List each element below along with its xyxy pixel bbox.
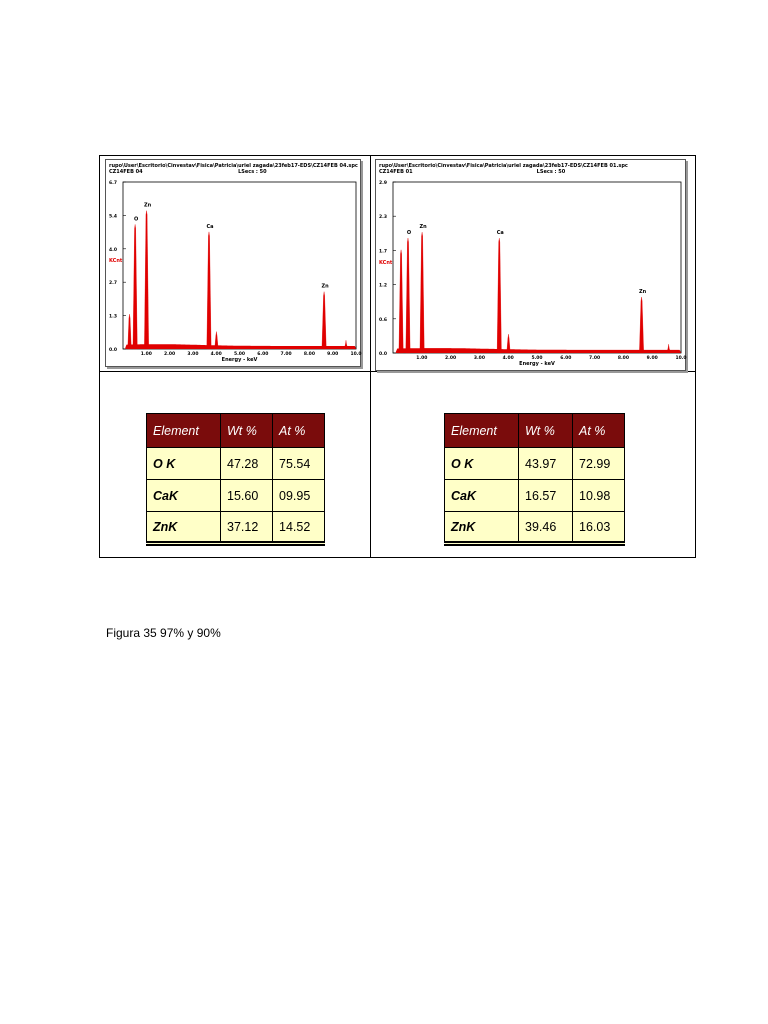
x-tick-label: 4.00 bbox=[210, 352, 222, 357]
plot-area bbox=[123, 182, 356, 349]
spectrum-file-path: rupo\User\Escritorio\Cinvestav\Fisica\Patricia\uriel zagada\23feb17-EDS\CZ14FEB 01.spc bbox=[379, 163, 628, 169]
x-axis-label: Energy - keV bbox=[221, 357, 258, 363]
y-tick-label: 5.4 bbox=[109, 214, 117, 220]
cell-element: ZnK bbox=[445, 512, 519, 544]
table-header-row bbox=[445, 414, 625, 448]
x-tick-label: 10.0 bbox=[675, 356, 687, 361]
cell-element: O K bbox=[445, 448, 519, 480]
composition-table-2 bbox=[444, 413, 625, 546]
x-tick-label: 2.00 bbox=[445, 356, 457, 361]
cell-wt: 47.28 bbox=[221, 448, 273, 480]
x-tick-label: 7.00 bbox=[280, 352, 292, 357]
cell-wt: 37.12 bbox=[221, 512, 273, 544]
cell-wt: 15.60 bbox=[221, 480, 273, 512]
y-tick-label: 0.0 bbox=[379, 352, 387, 357]
peak-label: O bbox=[406, 230, 412, 237]
y-tick-label: 6.7 bbox=[109, 181, 117, 186]
eds-spectrum-chart-2 bbox=[375, 159, 686, 371]
x-tick-label: 8.00 bbox=[617, 356, 629, 361]
y-axis-label: KCnt bbox=[109, 258, 123, 265]
x-tick-label: 4.00 bbox=[502, 356, 514, 361]
header-element: Element bbox=[445, 414, 519, 448]
y-tick-label: 2.9 bbox=[379, 181, 387, 186]
spectrum-peak bbox=[144, 211, 148, 349]
cell-element: CaK bbox=[147, 480, 221, 512]
header-at: At % bbox=[273, 414, 325, 448]
spectrum-svg bbox=[106, 160, 360, 366]
peak-label: Ca bbox=[496, 230, 504, 237]
x-tick-label: 9.00 bbox=[646, 356, 658, 361]
x-tick-label: 7.00 bbox=[589, 356, 601, 361]
spectrum-peak bbox=[207, 232, 211, 349]
cell-at: 14.52 bbox=[273, 512, 325, 544]
peak-label: Zn bbox=[419, 224, 427, 231]
y-tick-label: 1.3 bbox=[109, 314, 117, 320]
cell-wt: 39.46 bbox=[519, 512, 573, 544]
x-tick-label: 8.00 bbox=[303, 352, 315, 357]
table-row bbox=[445, 448, 625, 480]
peak-label: O bbox=[133, 216, 139, 223]
y-tick-label: 4.0 bbox=[109, 247, 117, 253]
spectrum-peak bbox=[667, 344, 671, 353]
header-at: At % bbox=[573, 414, 625, 448]
eds-spectrum-chart-1 bbox=[105, 159, 361, 367]
x-axis-label: Energy - keV bbox=[519, 361, 555, 367]
y-tick-label: 2.7 bbox=[109, 281, 117, 287]
cell-element: CaK bbox=[445, 480, 519, 512]
peak-label: Zn bbox=[321, 283, 329, 290]
spectrum-peak bbox=[639, 297, 643, 353]
cell-at: 09.95 bbox=[273, 480, 325, 512]
spectrum-peak bbox=[420, 232, 424, 353]
x-tick-label: 2.00 bbox=[164, 352, 176, 357]
y-axis-label: KCnt bbox=[379, 260, 393, 267]
peak-label: Zn bbox=[638, 288, 647, 295]
figure-caption: Figura 35 97% y 90% bbox=[106, 626, 221, 640]
spectrum-background bbox=[396, 348, 681, 353]
x-tick-label: 1.00 bbox=[416, 356, 428, 361]
x-tick-label: 6.00 bbox=[257, 352, 269, 357]
table-row bbox=[147, 512, 325, 544]
spectrum-file-path: rupo\User\Escritorio\Cinvestav\Fisica\Patricia\uriel zagada\23feb17-EDS\CZ14FEB 04.spc bbox=[109, 163, 358, 169]
x-tick-label: 5.00 bbox=[233, 352, 246, 357]
peak-label: Zn bbox=[143, 202, 152, 209]
table-row bbox=[445, 512, 625, 544]
spectrum-lsecs: LSecs : 50 bbox=[238, 169, 267, 175]
x-tick-label: 10.0 bbox=[350, 352, 362, 357]
spectrum-sample-name: CZ14FEB 01 bbox=[379, 169, 413, 175]
cell-at: 10.98 bbox=[573, 480, 625, 512]
y-tick-label: 0.6 bbox=[379, 317, 387, 323]
spectrum-peak bbox=[497, 238, 501, 353]
spectrum-sample-name: CZ14FEB 04 bbox=[109, 169, 143, 175]
x-tick-label: 3.00 bbox=[187, 352, 199, 357]
spectrum-svg bbox=[376, 160, 685, 370]
x-tick-label: 5.00 bbox=[531, 356, 543, 361]
spectrum-peak bbox=[507, 334, 511, 353]
spectrum-peak bbox=[406, 238, 410, 353]
spectrum-peak bbox=[399, 250, 403, 353]
plot-area bbox=[393, 182, 681, 353]
spectrum-lsecs: LSecs : 50 bbox=[536, 169, 566, 175]
table-row bbox=[147, 448, 325, 480]
spectrum-background bbox=[125, 344, 356, 349]
cell-at: 75.54 bbox=[273, 448, 325, 480]
spectrum-peak bbox=[322, 292, 326, 349]
cell-wt: 43.97 bbox=[519, 448, 573, 480]
y-tick-label: 0.0 bbox=[109, 348, 117, 353]
spectrum-peak bbox=[133, 224, 137, 349]
frame-divider-horizontal bbox=[99, 371, 696, 372]
spectrum-peak bbox=[128, 314, 132, 349]
table-row bbox=[445, 480, 625, 512]
y-tick-label: 2.3 bbox=[379, 215, 387, 221]
spectrum-peak bbox=[215, 332, 219, 349]
peak-label: Ca bbox=[206, 223, 214, 230]
y-tick-label: 1.7 bbox=[379, 249, 387, 255]
composition-table-1 bbox=[146, 413, 325, 546]
cell-element: ZnK bbox=[147, 512, 221, 544]
cell-element: O K bbox=[147, 448, 221, 480]
table-row bbox=[147, 480, 325, 512]
header-wt: Wt % bbox=[221, 414, 273, 448]
x-tick-label: 1.00 bbox=[140, 352, 152, 357]
y-tick-label: 1.2 bbox=[379, 283, 387, 289]
spectrum-peak bbox=[344, 340, 348, 349]
table-header-row bbox=[147, 414, 325, 448]
x-tick-label: 3.00 bbox=[473, 356, 485, 361]
frame-divider-vertical bbox=[370, 155, 371, 558]
cell-at: 72.99 bbox=[573, 448, 625, 480]
x-tick-label: 6.00 bbox=[560, 356, 572, 361]
header-wt: Wt % bbox=[519, 414, 573, 448]
cell-at: 16.03 bbox=[573, 512, 625, 544]
x-tick-label: 9.00 bbox=[327, 352, 339, 357]
cell-wt: 16.57 bbox=[519, 480, 573, 512]
header-element: Element bbox=[147, 414, 221, 448]
